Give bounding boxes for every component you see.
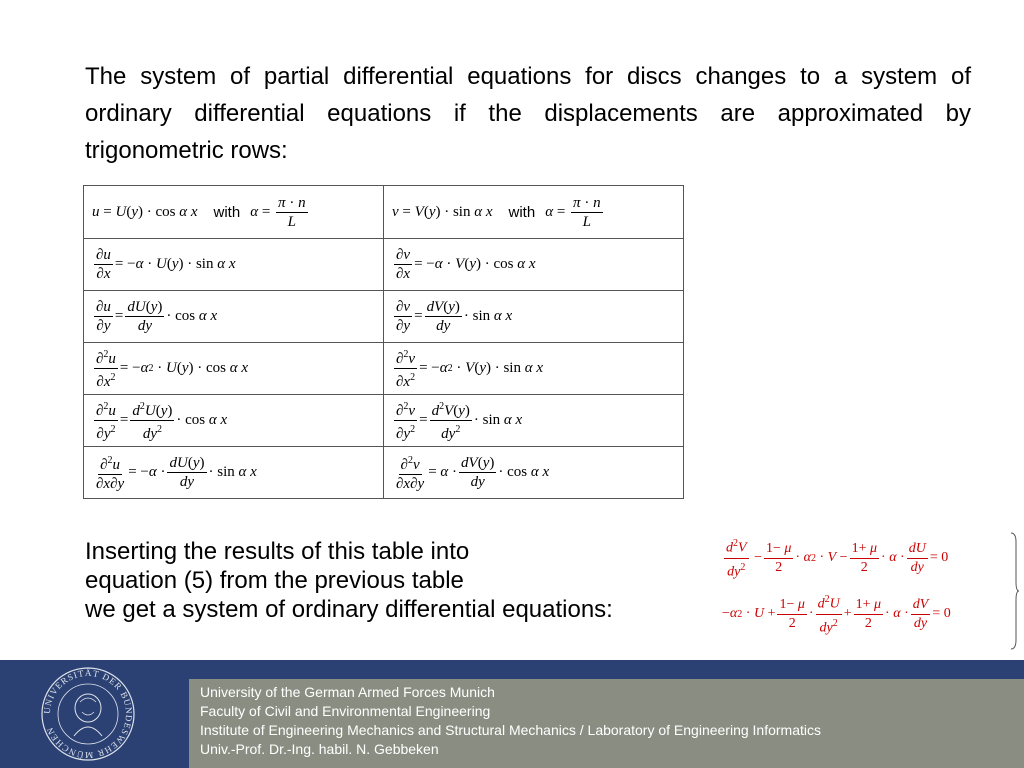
table-row: [84, 395, 684, 447]
insert-line: we get a system of ordinary differential equations:: [85, 596, 613, 623]
table-row: [84, 239, 684, 291]
footer-line-professor: Univ.-Prof. Dr.-Ing. habil. N. Gebbeken: [200, 741, 439, 757]
footer-line-university: University of the German Armed Forces Munich: [200, 684, 495, 700]
university-seal-icon: [40, 666, 136, 762]
svg-text:UNIVERSITÄT DER BUNDESWEHR MÜN: UNIVERSITÄT DER BUNDESWEHR MÜNCHEN: [41, 667, 135, 761]
table-cell: ∂u ∂y = dU(y) dy · cos α x: [84, 291, 384, 343]
table-cell: ∂v ∂x = − α · V ( y ) · cos α x: [384, 239, 684, 291]
with-label: with: [213, 203, 241, 221]
ode-equation-1: $d^2V$ $dy^2$ − 1− μ 2 · α 2 · V − 1+ μ 2 · α · dU dy = 0: [722, 530, 951, 586]
footer: [0, 660, 1024, 768]
ode-system: [722, 530, 951, 642]
table-cell: ∂v ∂y = dV(y) dy · sin α x: [384, 291, 684, 343]
table-cell: ∂$^2$u $\partial y^2$ = $d^2U(y)$ $dy^2$ · cos α x: [84, 395, 384, 447]
derivative-table: [83, 185, 684, 499]
table-cell: ∂$^2$v $\partial y^2$ = $d^2V(y)$ $dy^2$ · sin α x: [384, 395, 684, 447]
brace-icon: [1010, 532, 1020, 650]
insert-line: equation (5) from the previous table: [85, 567, 464, 594]
footer-line-institute: Institute of Engineering Mechanics and Structural Mechanics / Laboratory of Engineering Informatics: [200, 722, 821, 738]
table-cell: u = U ( y ) · cos α x with α = π · n L: [84, 186, 384, 239]
table-cell: v = V ( y ) · sin α x with α = π · n L: [384, 186, 684, 239]
table-cell: ∂$^2$u $\partial x^2$ = − α 2 · U ( y ) · cos α x: [84, 343, 384, 395]
table-row: [84, 343, 684, 395]
intro-paragraph: The system of partial differential equations for discs changes to a system of ordinary differential equations if the displacements are approximated by trigonometric rows:: [85, 63, 971, 164]
table-cell: ∂$^2$u ∂x∂y = − α · dU(y) dy · sin α x: [84, 447, 384, 499]
insert-paragraph: [85, 537, 613, 624]
table-cell: ∂u ∂x = − α · U ( y ) · sin α x: [84, 239, 384, 291]
table-row: [84, 186, 684, 239]
with-label: with: [508, 203, 536, 221]
insert-line: Inserting the results of this table into: [85, 538, 470, 565]
table-cell: ∂$^2$v $\partial x^2$ = − α 2 · V ( y ) · sin α x: [384, 343, 684, 395]
ode-equation-2: − α 2 · U + 1− μ 2 · $d^2U$ $dy^2$ + 1+ μ 2 · α · dV dy = 0: [722, 586, 951, 642]
footer-info-panel: [189, 679, 1024, 768]
table-cell: ∂$^2$v ∂x∂y = α · dV(y) dy · cos α x: [384, 447, 684, 499]
table-row: [84, 291, 684, 343]
table-row: [84, 447, 684, 499]
footer-line-faculty: Faculty of Civil and Environmental Engineering: [200, 703, 491, 719]
